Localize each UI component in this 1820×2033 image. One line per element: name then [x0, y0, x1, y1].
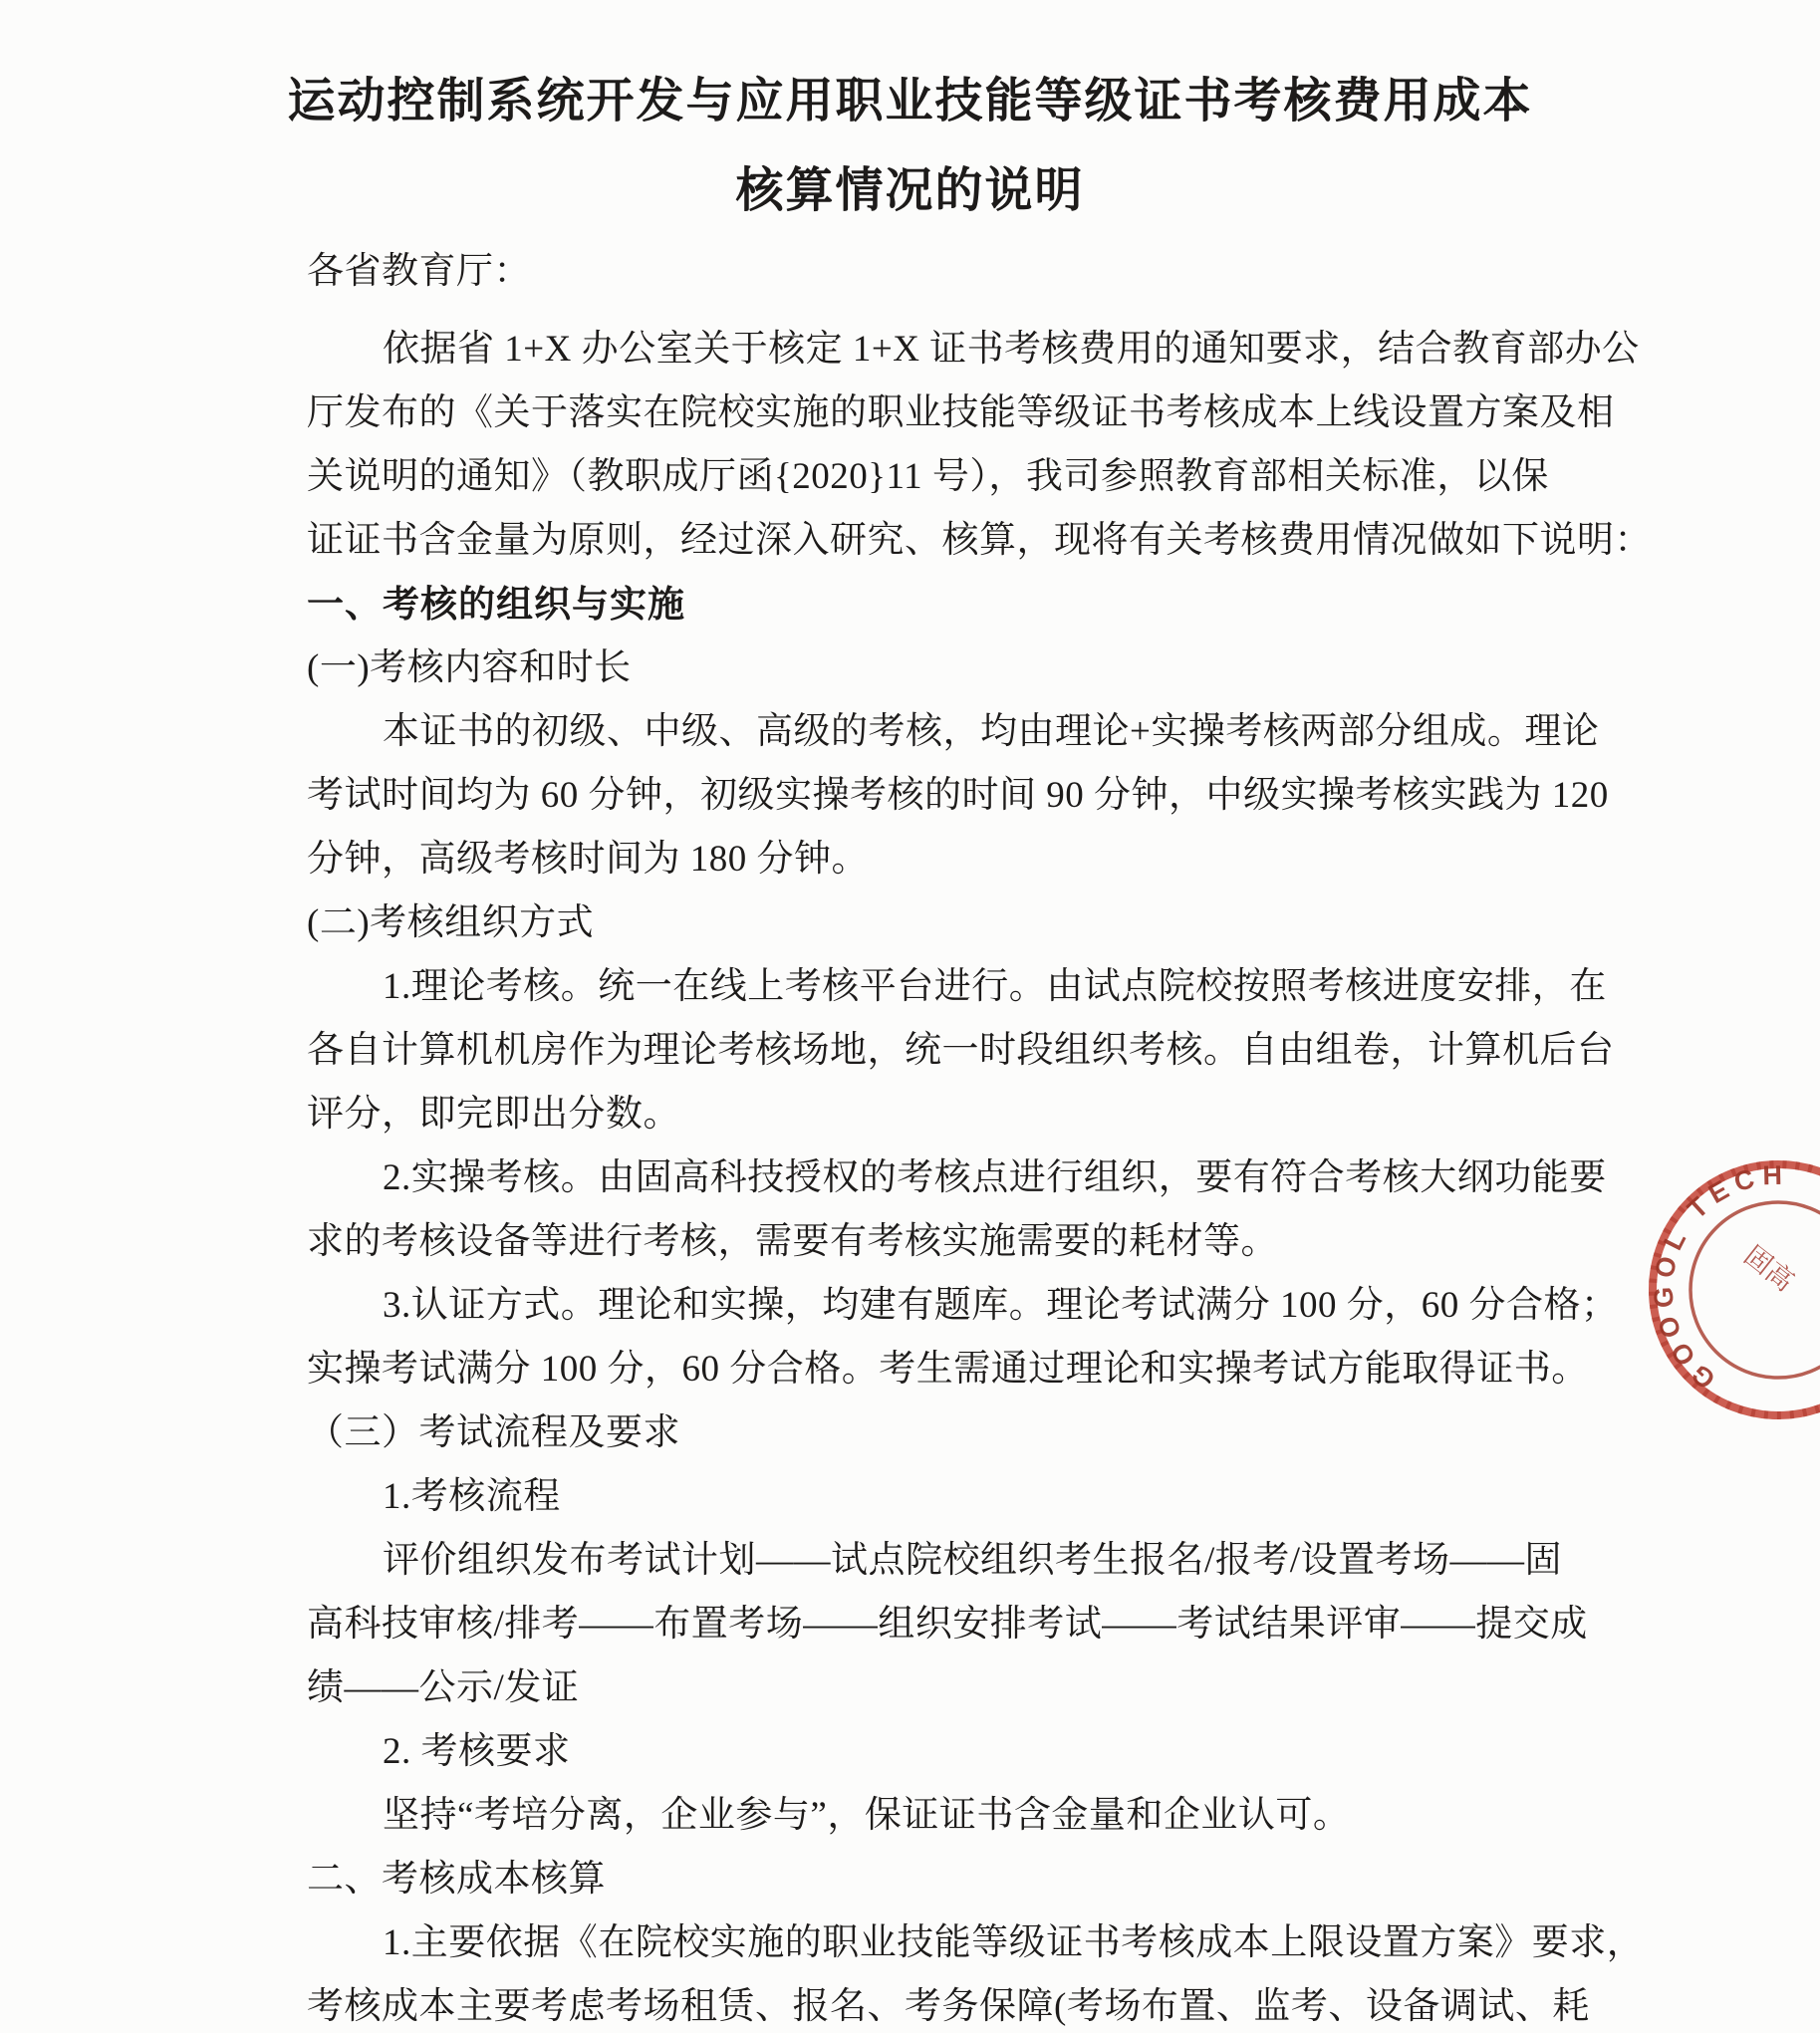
seal-chinese-text: 固高: [1738, 1240, 1800, 1297]
text-line: 3.认证方式。理论和实操，均建有题库。理论考试满分 100 分，60 分合格；: [383, 1285, 1619, 1326]
text-line: 分钟，高级考核时间为 180 分钟。: [307, 839, 869, 880]
text-line: 本证书的初级、中级、高级的考核，均由理论+实操考核两部分组成。理论: [383, 711, 1600, 752]
seal-inner-ring: [1690, 1202, 1820, 1378]
text-line: 一、考核的组织与实施: [307, 584, 685, 625]
text-line: 绩——公示/发证: [307, 1667, 580, 1708]
text-line: (二)考核组织方式: [307, 902, 595, 943]
seal-latin-text: GOOGOL TECH: [1648, 1159, 1790, 1396]
text-line: 2.实操考核。由固高科技授权的考核点进行组织，要有符合考核大纲功能要: [383, 1157, 1607, 1198]
text-line: 坚持“考培分离，企业参与”，保证证书含金量和企业认可。: [383, 1795, 1351, 1836]
text-line: 评价组织发布考试计划——试点院校组织考生报名/报考/设置考场——固: [383, 1540, 1563, 1581]
text-line: 2. 考核要求: [383, 1731, 571, 1772]
text-line: 考核成本主要考虑考场租赁、报名、考务保障(考场布置、监考、设备调试、耗: [307, 1986, 1590, 2027]
text-line: 核算情况的说明: [735, 164, 1085, 217]
text-line: 运动控制系统开发与应用职业技能等级证书考核费用成本: [287, 75, 1533, 127]
text-line: 1.理论考核。统一在线上考核平台进行。由试点院校按照考核进度安排，在: [383, 966, 1607, 1007]
text-line: 各省教育厅：: [307, 251, 531, 292]
text-line: 证证书含金量为原则，经过深入研究、核算，现将有关考核费用情况做如下说明：: [307, 520, 1652, 561]
text-line: 评分，即完即出分数。: [307, 1094, 680, 1135]
text-line: 1.主要依据《在院校实施的职业技能等级证书考核成本上限设置方案》要求，: [383, 1922, 1645, 1963]
text-line: 1.考核流程: [383, 1476, 561, 1517]
text-line: 考试时间均为 60 分钟，初级实操考核的时间 90 分钟，中级实操考核实践为 120: [307, 775, 1609, 816]
text-line: 实操考试满分 100 分，60 分合格。考生需通过理论和实操考试方能取得证书。: [307, 1349, 1589, 1390]
text-line: 依据省 1+X 办公室关于核定 1+X 证书考核费用的通知要求，结合教育部办公: [383, 329, 1640, 370]
text-line: (一)考核内容和时长: [307, 647, 632, 688]
text-line: 厅发布的《关于落实在院校实施的职业技能等级证书考核成本上线设置方案及相: [307, 392, 1615, 433]
text-line: 高科技审核/排考——布置考场——组织安排考试——考试结果评审——提交成: [307, 1604, 1588, 1645]
text-line: 关说明的通知》（教职成厅函{2020}11 号），我司参照教育部相关标准，以保: [307, 456, 1549, 497]
text-line: 求的考核设备等进行考核，需要有考核实施需要的耗材等。: [307, 1221, 1278, 1262]
text-line: 二、考核成本核算: [307, 1859, 606, 1900]
company-seal-stamp: [1639, 1147, 1820, 1516]
text-line: 各自计算机机房作为理论考核场地，统一时段组织考核。自由组卷，计算机后台: [307, 1030, 1615, 1071]
text-line: （三）考试流程及要求: [307, 1412, 680, 1453]
